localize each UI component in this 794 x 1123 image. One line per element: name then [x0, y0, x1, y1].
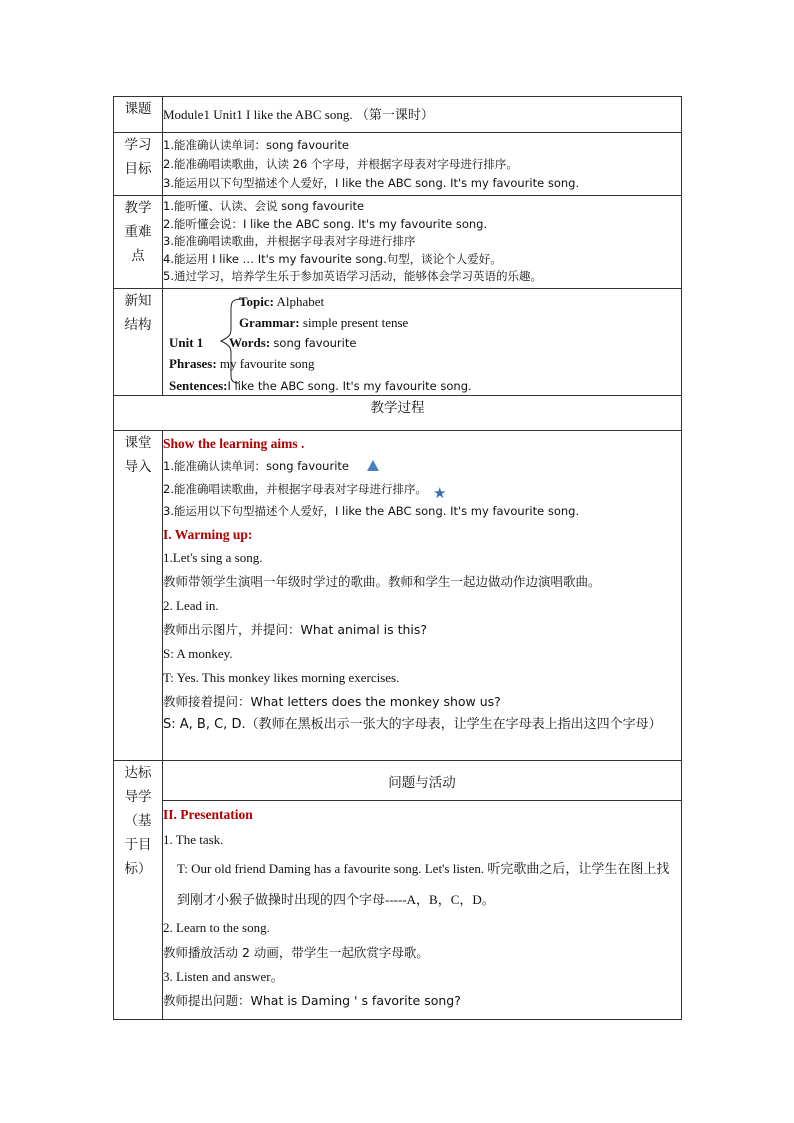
- title-row: [114, 97, 682, 133]
- presentation-line: 教师播放活动 2 动画，带学生一起欣赏字母歌。: [163, 945, 429, 960]
- aims-row: [114, 133, 682, 196]
- intro-cell: [163, 431, 682, 761]
- intro-last-line: S: A, B, C, D.（教师在黑板出示一张大的字母表，让学生在字母表上指出这四个字母）: [163, 717, 662, 732]
- aim-line: 3.能运用以下句型描述个人爱好，I like the ABC song. It's my favourite song.: [163, 176, 580, 190]
- structure-label: [114, 289, 163, 396]
- aim-line: 1.能准确认读单词：song favourite: [163, 138, 349, 152]
- sentences-entry: [169, 375, 472, 397]
- grammar-entry: [239, 312, 408, 333]
- intro-aim-text: 1.能准确认读单词：song favourite: [163, 459, 349, 473]
- title-label: 课题: [114, 97, 163, 133]
- grammar-key: Grammar:: [239, 315, 300, 330]
- structure-row: [114, 289, 682, 396]
- presentation-line: 3. Listen and answer。: [163, 969, 284, 984]
- presentation-line: 教师提出问题：What is Daming ' s favorite song?: [163, 993, 461, 1008]
- presentation-line: 2. Learn to the song.: [163, 920, 270, 935]
- knowledge-structure: [163, 289, 681, 393]
- intro-row: [114, 431, 682, 761]
- qa-heading-row: [114, 761, 682, 801]
- intro-label-line: 导入: [124, 459, 152, 475]
- aims-heading: Show the learning aims .: [163, 436, 305, 451]
- key-points-cell: [163, 196, 682, 289]
- aims-label-line: 学习: [124, 137, 152, 153]
- goal-label-line: 导学: [124, 789, 152, 805]
- structure-label-line: 结构: [124, 317, 152, 333]
- key-points-row: [114, 196, 682, 289]
- structure-cell: [163, 289, 682, 396]
- topic-entry: [239, 291, 324, 312]
- intro-label-line: 课堂: [124, 435, 152, 451]
- intro-label: [114, 431, 163, 761]
- unit-label: Unit 1: [169, 335, 204, 350]
- intro-aim-line: 3.能运用以下句型描述个人爱好，I like the ABC song. It's my favourite song.: [163, 504, 580, 518]
- aims-label: [114, 133, 163, 196]
- intro-line: T: Yes. This monkey likes morning exercises.: [163, 670, 400, 685]
- key-label-line: 教学: [124, 200, 152, 216]
- aims-label-line: 目标: [124, 161, 152, 177]
- aim-line: 2.能准确唱读歌曲，认读 26 个字母，并根据字母表对字母进行排序。: [163, 157, 518, 171]
- structure-label-line: 新知: [124, 293, 152, 309]
- intro-aim-line: [163, 477, 681, 500]
- star-icon: ★: [432, 484, 447, 502]
- sentences-value: I like the ABC song. It's my favourite song.: [227, 379, 472, 393]
- words-value: song favourite: [273, 336, 357, 350]
- words-key: Words:: [229, 335, 271, 350]
- phrases-value: my favourite song: [219, 356, 315, 371]
- intro-line: S: A monkey.: [163, 646, 233, 661]
- key-label-line: 重难: [124, 224, 152, 240]
- title-cell: [163, 97, 682, 133]
- phrases-key: Phrases:: [169, 356, 217, 371]
- goal-label-line: 标）: [124, 861, 152, 877]
- task-line: 1. The task.: [163, 832, 224, 847]
- triangle-icon: [367, 460, 379, 471]
- aims-cell: [163, 133, 682, 196]
- intro-line: 教师接着提问：What letters does the monkey show us?: [163, 694, 501, 709]
- intro-line: 2. Lead in.: [163, 598, 219, 613]
- warming-up-heading: I. Warming up:: [163, 527, 253, 542]
- topic-key: Topic:: [239, 294, 274, 309]
- presentation-heading: II. Presentation: [163, 807, 253, 822]
- key-point-line: 5.通过学习，培养学生乐于参加英语学习活动，能够体会学习英语的乐趣。: [163, 269, 542, 283]
- key-point-line: 2.能听懂会说：I like the ABC song. It's my favourite song.: [163, 216, 488, 231]
- process-heading: 教学过程: [114, 396, 682, 431]
- intro-aim-text: 2.能准确唱读歌曲，并根据字母表对字母进行排序。: [163, 482, 427, 496]
- intro-line: 教师出示图片，并提问：What animal is this?: [163, 622, 428, 637]
- goal-label-line: （基: [124, 813, 152, 829]
- key-label-line: 点: [131, 248, 145, 264]
- task-text: T: Our old friend Daming has a favourite song. Let's listen. 听完歌曲之后，让学生在图上找到刚才小猴子做操时出现的四个字母-----A，B，C，D。: [177, 861, 670, 907]
- topic-value: Alphabet: [276, 294, 325, 309]
- goal-label: [114, 761, 163, 1020]
- key-points-label: [114, 196, 163, 289]
- grammar-value: simple present tense: [302, 315, 409, 330]
- phrases-entry: [169, 353, 315, 374]
- intro-line: 1.Let's sing a song.: [163, 550, 263, 565]
- key-point-line: 4.能运用 I like … It's my favourite song.句型，谈论个人爱好。: [163, 251, 502, 266]
- key-point-line: 1.能听懂、认读、会说 song favourite: [163, 199, 365, 213]
- goal-label-line: 于目: [124, 837, 152, 853]
- goal-label-line: 达标: [124, 765, 152, 781]
- words-entry: [229, 332, 356, 354]
- intro-aim-line: [163, 455, 681, 477]
- process-heading-row: [114, 396, 682, 431]
- presentation-cell: [163, 801, 682, 1020]
- lesson-title: Module1 Unit1 I like the ABC song. （第一课时）: [163, 107, 434, 122]
- sentences-key: Sentences:: [169, 378, 228, 393]
- qa-heading: 问题与活动: [163, 761, 682, 801]
- key-point-line: 3.能准确唱读歌曲，并根据字母表对字母进行排序: [163, 234, 416, 248]
- presentation-row: [114, 801, 682, 1020]
- lesson-plan-table: [113, 96, 682, 1020]
- intro-line: 教师带领学生演唱一年级时学过的歌曲。教师和学生一起边做动作边演唱歌曲。: [163, 574, 601, 589]
